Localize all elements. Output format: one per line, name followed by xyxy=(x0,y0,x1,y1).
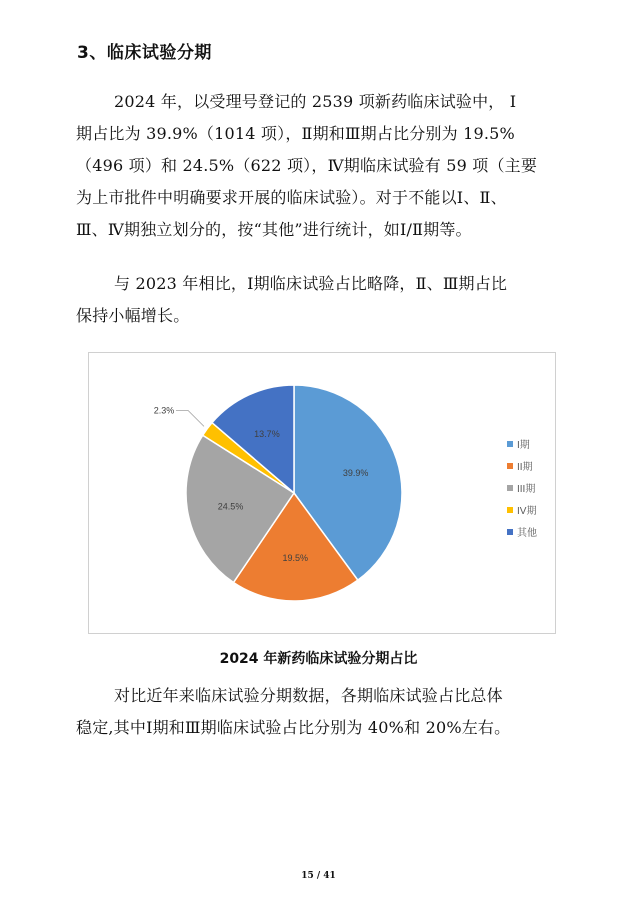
data-label: 39.9% xyxy=(342,467,369,478)
paragraph-2 xyxy=(76,268,576,332)
text-line: （496 项）和 24.5%（622 项），Ⅳ期临床试验有 59 项（主要 xyxy=(76,156,538,175)
leader-line xyxy=(176,410,204,426)
legend-swatch xyxy=(507,441,513,447)
paragraph-3 xyxy=(76,680,576,744)
text-line: Ⅲ、Ⅳ期独立划分的，按“其他”进行统计，如Ⅰ/Ⅱ期等。 xyxy=(76,220,472,239)
page-number: 15 / 41 xyxy=(301,871,336,881)
legend-swatch xyxy=(507,485,513,491)
legend-label: III期 xyxy=(517,484,536,495)
pie-chart xyxy=(89,353,555,633)
text-line: 稳定,其中Ⅰ期和Ⅲ期临床试验占比分别为 40%和 20%左右。 xyxy=(76,718,511,737)
pie-chart-frame xyxy=(88,352,556,634)
data-label: 24.5% xyxy=(217,501,244,512)
legend-label: IV期 xyxy=(517,506,537,517)
legend-swatch xyxy=(507,507,513,513)
legend-swatch xyxy=(507,529,513,535)
section-heading: 3、临床试验分期 xyxy=(77,43,212,63)
legend-swatch xyxy=(507,463,513,469)
text-line: 保持小幅增长。 xyxy=(76,306,190,325)
data-label: 19.5% xyxy=(282,552,308,563)
legend-label: II期 xyxy=(517,462,533,473)
text-line: 2024 年，以受理号登记的 2539 项新药临床试验中， I xyxy=(114,92,517,111)
data-label: 2.3% xyxy=(153,405,175,416)
data-label: 13.7% xyxy=(254,429,280,440)
text-line: 期占比为 39.9%（1014 项），Ⅱ期和Ⅲ期占比分别为 19.5% xyxy=(76,124,515,143)
text-line: 对比近年来临床试验分期数据，各期临床试验占比总体 xyxy=(114,686,503,705)
text-line: 为上市批件中明确要求开展的临床试验）。对于不能以Ⅰ、Ⅱ、 xyxy=(76,188,507,207)
figure-caption: 2024 年新药临床试验分期占比 xyxy=(219,651,418,667)
legend-label: 其他 xyxy=(517,528,537,539)
legend-label: I期 xyxy=(517,440,530,451)
paragraph-1 xyxy=(76,86,576,246)
text-line: 与 2023 年相比，Ⅰ期临床试验占比略降，Ⅱ、Ⅲ期占比 xyxy=(114,274,508,293)
